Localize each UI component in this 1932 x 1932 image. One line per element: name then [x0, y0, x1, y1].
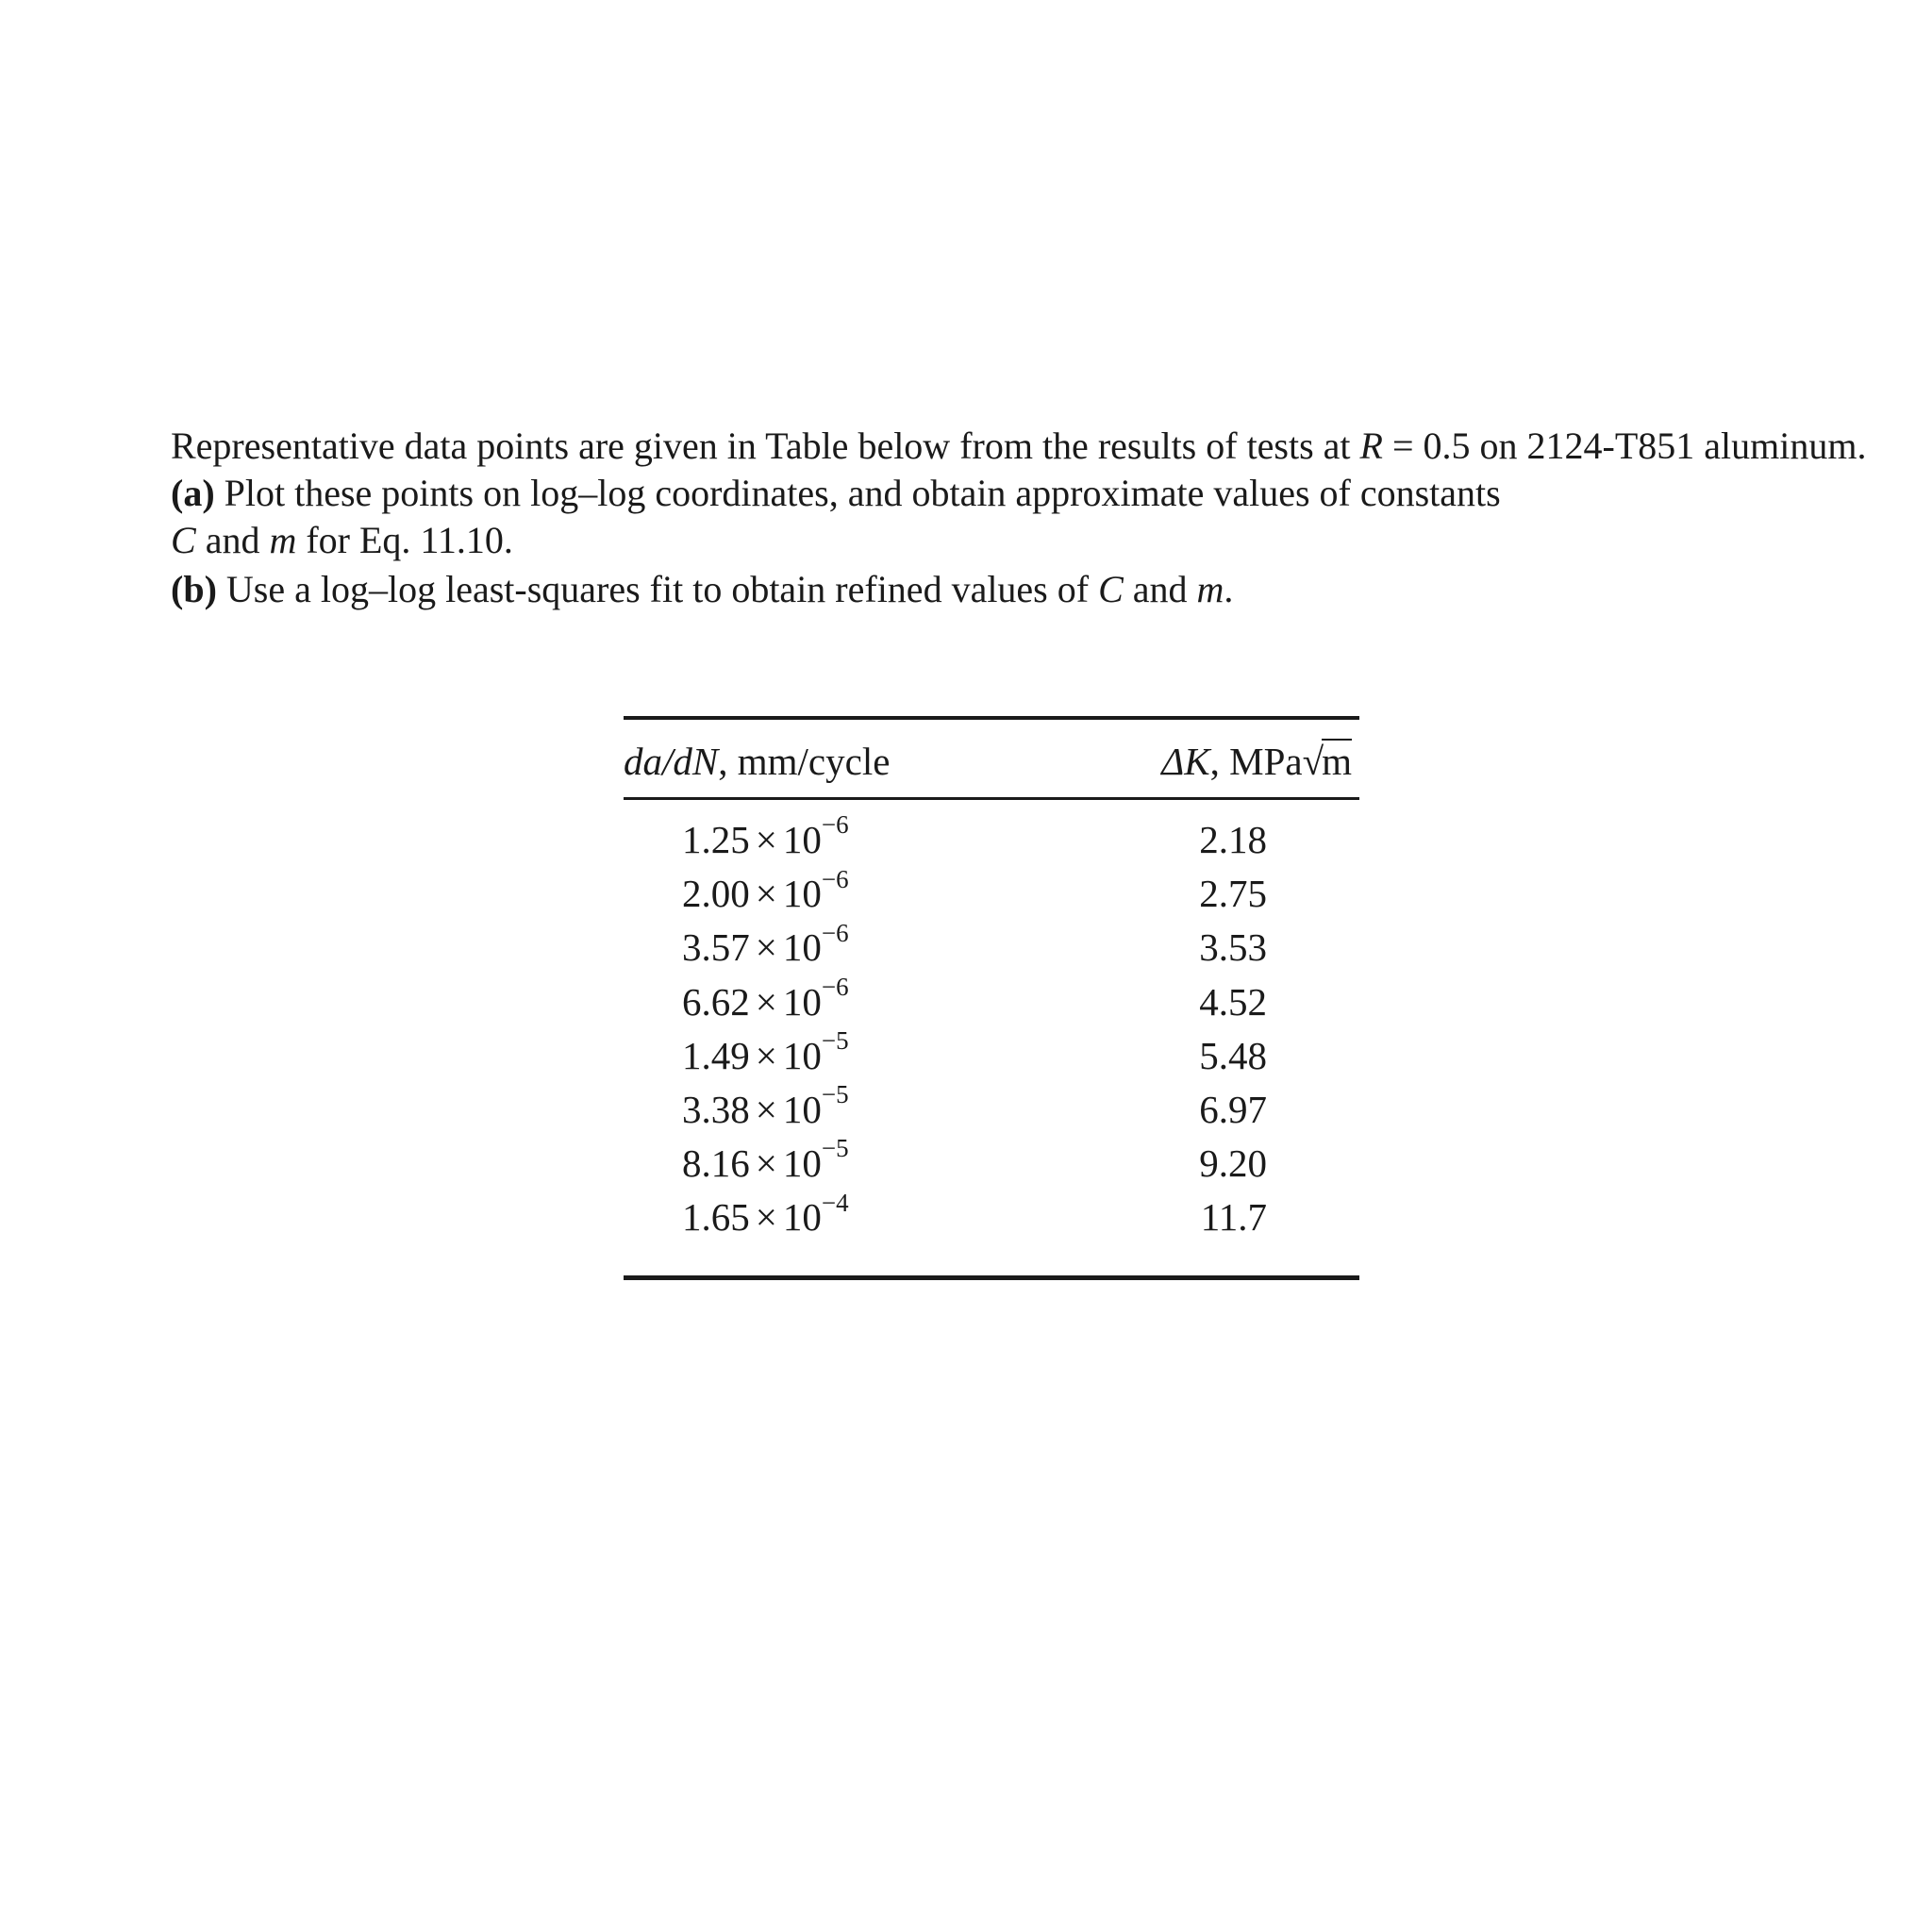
table-row	[624, 1026, 1359, 1087]
header-col2-unit: , MPa	[1209, 740, 1303, 783]
problem-statement	[171, 423, 1869, 613]
crack-growth-rate-cell	[682, 864, 849, 916]
header-col1-var: da/dN	[624, 740, 719, 783]
rate-mantissa: 2.00	[682, 872, 750, 916]
rate-base: 10	[782, 818, 822, 861]
part-a-text: Plot these points on log–log coordinates, and obtain approximate values of constants	[214, 472, 1501, 514]
rate-mantissa: 3.38	[682, 1087, 750, 1131]
sqrt-symbol	[1303, 739, 1352, 784]
stress-intensity-cell: 4.52	[1199, 979, 1267, 1024]
rate-base: 10	[782, 1195, 822, 1240]
rate-exponent: −6	[821, 972, 849, 1001]
times-sign: ×	[755, 1033, 777, 1077]
stress-intensity-cell: 3.53	[1199, 925, 1267, 970]
crack-growth-rate-cell	[682, 1026, 849, 1078]
rate-base: 10	[782, 979, 822, 1024]
part-a-text-end: for Eq. 11.10.	[296, 519, 513, 561]
header-col1-unit: , mm/cycle	[718, 740, 891, 783]
stress-intensity-cell: 5.48	[1199, 1033, 1267, 1077]
crack-growth-rate-cell	[682, 810, 849, 862]
part-b-label: (b)	[171, 568, 217, 610]
stress-intensity-cell: 2.75	[1199, 872, 1267, 916]
stress-intensity-cell: 9.20	[1199, 1141, 1267, 1186]
table-header	[624, 720, 1359, 797]
rate-exponent: −5	[821, 1134, 849, 1163]
times-sign: ×	[755, 872, 777, 916]
table-row	[624, 918, 1359, 978]
rate-exponent: −5	[821, 1080, 849, 1109]
part-a-label: (a)	[171, 472, 215, 514]
crack-growth-rate-cell	[682, 1080, 849, 1132]
header-col2-delta-k	[1161, 740, 1209, 783]
header-col2-var: ΔK	[1161, 740, 1210, 783]
times-sign: ×	[755, 1087, 777, 1131]
data-table	[624, 716, 1359, 1280]
part-a-var-m: m	[269, 519, 297, 561]
times-sign: ×	[755, 925, 777, 970]
times-sign: ×	[755, 1141, 777, 1186]
table-row	[624, 1134, 1359, 1194]
times-sign: ×	[755, 1195, 777, 1240]
rate-exponent: −6	[821, 810, 849, 840]
rate-base: 10	[782, 1141, 822, 1186]
part-b-and: and	[1123, 568, 1197, 610]
intro-text-end: = 0.5 on 2124-T851 aluminum.	[1382, 425, 1867, 467]
part-a	[171, 470, 1869, 564]
crack-growth-rate-cell	[682, 972, 849, 1024]
crack-growth-rate-cell	[682, 918, 849, 970]
crack-growth-rate-cell	[682, 1188, 849, 1240]
rate-exponent: −6	[821, 864, 849, 893]
rate-mantissa: 1.25	[682, 818, 750, 861]
times-sign: ×	[755, 818, 777, 861]
rate-exponent: −5	[821, 1026, 849, 1056]
stress-intensity-cell: 2.18	[1199, 818, 1267, 861]
times-sign: ×	[755, 979, 777, 1024]
part-b	[171, 566, 1869, 613]
rate-mantissa: 8.16	[682, 1141, 750, 1186]
rate-base: 10	[782, 1033, 822, 1077]
part-a-var-c: C	[171, 519, 196, 561]
rate-mantissa: 6.62	[682, 979, 750, 1024]
table-row	[624, 1188, 1359, 1248]
table-bottom-rule	[624, 1275, 1359, 1280]
part-b-var-c: C	[1098, 568, 1124, 610]
intro-variable: R	[1359, 425, 1383, 467]
rate-base: 10	[782, 872, 822, 916]
part-b-text: Use a log–log least-squares fit to obtain refined values of	[216, 568, 1099, 610]
rate-mantissa: 3.57	[682, 925, 750, 970]
stress-intensity-cell: 6.97	[1199, 1087, 1267, 1131]
table-row	[624, 1080, 1359, 1141]
table-body	[624, 800, 1359, 1275]
part-b-var-m: m	[1196, 568, 1224, 610]
rate-mantissa: 1.49	[682, 1033, 750, 1077]
stress-intensity-cell: 11.7	[1200, 1195, 1267, 1240]
rate-exponent: −6	[821, 918, 849, 947]
rate-mantissa: 1.65	[682, 1195, 750, 1240]
header-crack-growth-rate	[624, 739, 890, 784]
table-row	[624, 810, 1359, 871]
table-row	[624, 864, 1359, 924]
problem-intro	[171, 423, 1869, 470]
sqrt-argument: m	[1322, 740, 1352, 783]
rate-base: 10	[782, 925, 822, 970]
rate-exponent: −4	[821, 1188, 849, 1217]
sqrt-sign: √	[1302, 740, 1324, 783]
crack-growth-rate-cell	[682, 1134, 849, 1186]
part-a-and: and	[195, 519, 270, 561]
rate-base: 10	[782, 1087, 822, 1131]
intro-text: Representative data points are given in Table below from the results of tests at	[171, 425, 1360, 467]
part-b-end: .	[1224, 568, 1234, 610]
header-stress-intensity-range	[1161, 739, 1352, 784]
table-row	[624, 972, 1359, 1033]
